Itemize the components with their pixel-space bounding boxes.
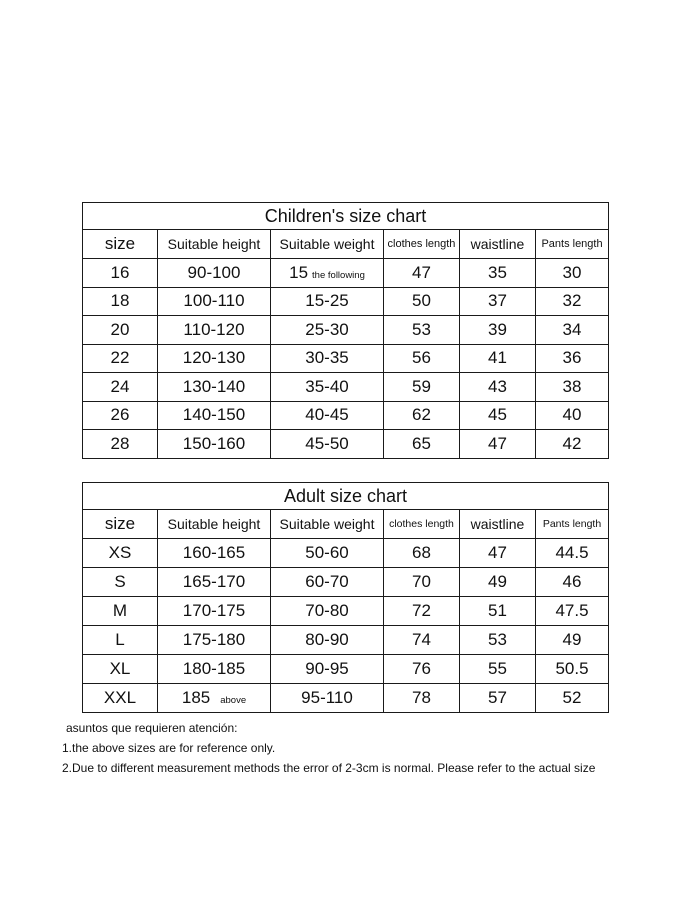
table-row (83, 316, 609, 345)
note-line-1: 1.the above sizes are for reference only. (62, 741, 276, 755)
children-size-chart (82, 202, 609, 459)
cell-size: M (83, 597, 158, 626)
cell-waist: 57 (460, 684, 536, 713)
header-size: size (83, 510, 158, 539)
cell-height: 170-175 (158, 597, 271, 626)
cell-height: 100-110 (158, 287, 271, 316)
cell-waist: 53 (460, 626, 536, 655)
cell-height: 165-170 (158, 568, 271, 597)
cell-weight: 30-35 (271, 344, 384, 373)
cell-clothes: 47 (384, 259, 460, 288)
table-row (83, 430, 609, 459)
cell-height: 150-160 (158, 430, 271, 459)
cell-size: 16 (83, 259, 158, 288)
cell-waist: 35 (460, 259, 536, 288)
height-suffix: above (220, 695, 247, 706)
cell-waist: 43 (460, 373, 536, 402)
cell-height: 180-185 (158, 655, 271, 684)
cell-size: 24 (83, 373, 158, 402)
cell-clothes: 72 (384, 597, 460, 626)
cell-waist: 47 (460, 430, 536, 459)
cell-height: 120-130 (158, 344, 271, 373)
weight-suffix: the following (312, 269, 365, 281)
cell-clothes: 53 (384, 316, 460, 345)
table-row (83, 259, 609, 288)
cell-size: XS (83, 539, 158, 568)
cell-size: S (83, 568, 158, 597)
cell-height (158, 684, 271, 713)
notes (62, 718, 595, 778)
cell-clothes: 76 (384, 655, 460, 684)
cell-height: 140-150 (158, 401, 271, 430)
table-row (83, 401, 609, 430)
notes-heading: asuntos que requieren atención: (66, 721, 238, 735)
header-height: Suitable height (158, 510, 271, 539)
cell-pants: 46 (536, 568, 609, 597)
cell-size: XXL (83, 684, 158, 713)
cell-clothes: 62 (384, 401, 460, 430)
table-row (83, 626, 609, 655)
cell-pants: 38 (536, 373, 609, 402)
cell-waist: 45 (460, 401, 536, 430)
cell-weight: 70-80 (271, 597, 384, 626)
table-row (83, 655, 609, 684)
cell-waist: 49 (460, 568, 536, 597)
cell-size: XL (83, 655, 158, 684)
note-line-2: 2.Due to different measurement methods the error of 2-3cm is normal. Please refer to the actual size (62, 761, 596, 775)
cell-pants: 30 (536, 259, 609, 288)
cell-size: 22 (83, 344, 158, 373)
header-clothes-length: clothes length (384, 230, 460, 259)
cell-pants: 50.5 (536, 655, 609, 684)
cell-weight: 50-60 (271, 539, 384, 568)
table-row (83, 287, 609, 316)
adult-chart-title: Adult size chart (83, 483, 609, 510)
cell-pants: 44.5 (536, 539, 609, 568)
cell-height: 160-165 (158, 539, 271, 568)
cell-clothes: 74 (384, 626, 460, 655)
cell-size: 20 (83, 316, 158, 345)
cell-pants: 47.5 (536, 597, 609, 626)
header-pants-length: Pants length (536, 510, 609, 539)
cell-clothes: 78 (384, 684, 460, 713)
cell-size: 26 (83, 401, 158, 430)
cell-height: 110-120 (158, 316, 271, 345)
header-waistline: waistline (460, 230, 536, 259)
header-waistline: waistline (460, 510, 536, 539)
cell-pants: 40 (536, 401, 609, 430)
header-pants-length: Pants length (536, 230, 609, 259)
header-weight: Suitable weight (271, 510, 384, 539)
cell-waist: 51 (460, 597, 536, 626)
cell-pants: 42 (536, 430, 609, 459)
cell-weight: 95-110 (271, 684, 384, 713)
cell-clothes: 50 (384, 287, 460, 316)
cell-size: L (83, 626, 158, 655)
table-row (83, 373, 609, 402)
table-row (83, 344, 609, 373)
cell-height: 130-140 (158, 373, 271, 402)
children-header-row (83, 230, 609, 259)
cell-waist: 55 (460, 655, 536, 684)
cell-weight: 60-70 (271, 568, 384, 597)
cell-pants: 32 (536, 287, 609, 316)
header-clothes-length: clothes length (384, 510, 460, 539)
cell-weight: 90-95 (271, 655, 384, 684)
cell-clothes: 68 (384, 539, 460, 568)
cell-pants: 34 (536, 316, 609, 345)
header-height: Suitable height (158, 230, 271, 259)
cell-waist: 41 (460, 344, 536, 373)
table-row (83, 684, 609, 713)
table-row (83, 597, 609, 626)
adult-header-row (83, 510, 609, 539)
cell-height: 90-100 (158, 259, 271, 288)
header-size: size (83, 230, 158, 259)
cell-size: 18 (83, 287, 158, 316)
cell-clothes: 65 (384, 430, 460, 459)
table-row (83, 539, 609, 568)
cell-weight: 35-40 (271, 373, 384, 402)
header-weight: Suitable weight (271, 230, 384, 259)
cell-height: 175-180 (158, 626, 271, 655)
children-chart-title: Children's size chart (83, 203, 609, 230)
cell-waist: 47 (460, 539, 536, 568)
cell-waist: 37 (460, 287, 536, 316)
cell-weight: 40-45 (271, 401, 384, 430)
cell-pants: 36 (536, 344, 609, 373)
cell-pants: 49 (536, 626, 609, 655)
cell-weight: 80-90 (271, 626, 384, 655)
cell-weight: 45-50 (271, 430, 384, 459)
cell-clothes: 59 (384, 373, 460, 402)
cell-clothes: 56 (384, 344, 460, 373)
cell-weight: 15-25 (271, 287, 384, 316)
cell-weight: 25-30 (271, 316, 384, 345)
adult-size-chart (82, 482, 609, 713)
cell-size: 28 (83, 430, 158, 459)
cell-waist: 39 (460, 316, 536, 345)
cell-clothes: 70 (384, 568, 460, 597)
cell-weight (271, 259, 384, 288)
cell-pants: 52 (536, 684, 609, 713)
table-row (83, 568, 609, 597)
height-value: 185 (181, 688, 211, 707)
weight-value: 15 (289, 262, 309, 282)
